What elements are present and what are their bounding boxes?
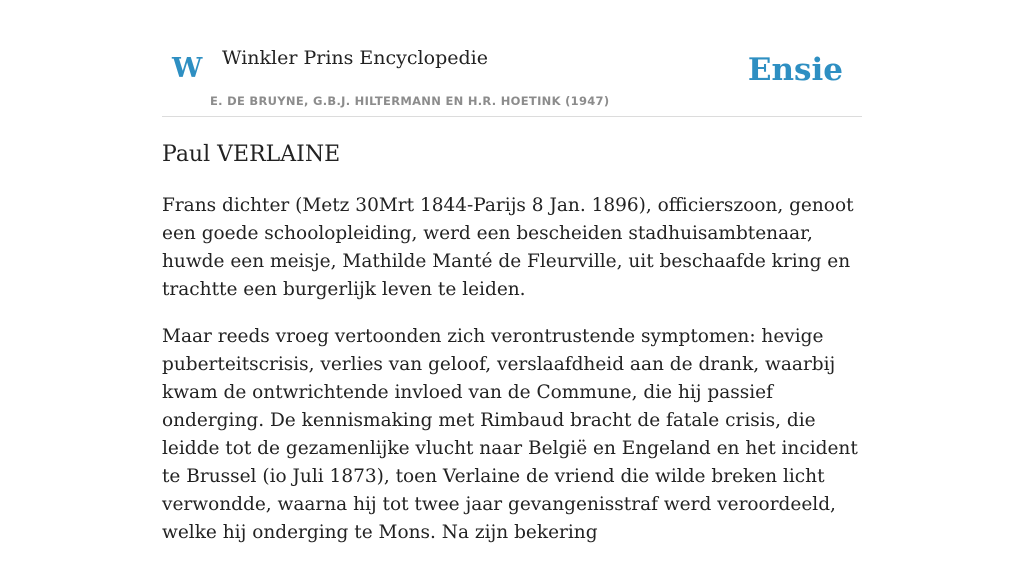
ensie-logo-link[interactable]: Ensie [747,52,843,88]
article-body [162,192,862,566]
publication-authors: E. DE BRUYNE, G.B.J. HILTERMANN EN H.R. HOETINK (1947) [210,94,610,108]
publication-logo[interactable]: W [172,53,203,84]
publication-header [162,0,862,117]
article-title: Paul VERLAINE [162,142,341,167]
article-paragraph: Frans dichter (Metz 30Mrt 1844-Parijs 8 Jan. 1896), officierszoon, genoot een goede schoolopleiding, werd een bescheiden stadhuisambtenaar, huwde een meisje, Mathilde Manté de Fleurville, uit beschaafde kring en trachtte een burgerlijk leven te leiden. [162,195,854,300]
article-paragraph: Maar reeds vroeg vertoonden zich verontrustende symptomen: hevige puberteitscrisis, verlies van geloof, verslaafdheid aan de drank, waarbij kwam de ontwrichtende invloed van de Commune, die hij passief onderging. De kennismaking met Rimbaud bracht de fatale crisis, die leidde tot de gezamenlijke vlucht naar België en Engeland en het incident te Brussel (io Juli 1873), toen Verlaine de vriend die wilde breken licht verwondde, waarna hij tot twee jaar gevangenisstraf werd veroordeeld, welke hij onderging te Mons. Na zijn bekering [162,326,858,543]
publication-title[interactable]: Winkler Prins Encyclopedie [222,47,488,69]
